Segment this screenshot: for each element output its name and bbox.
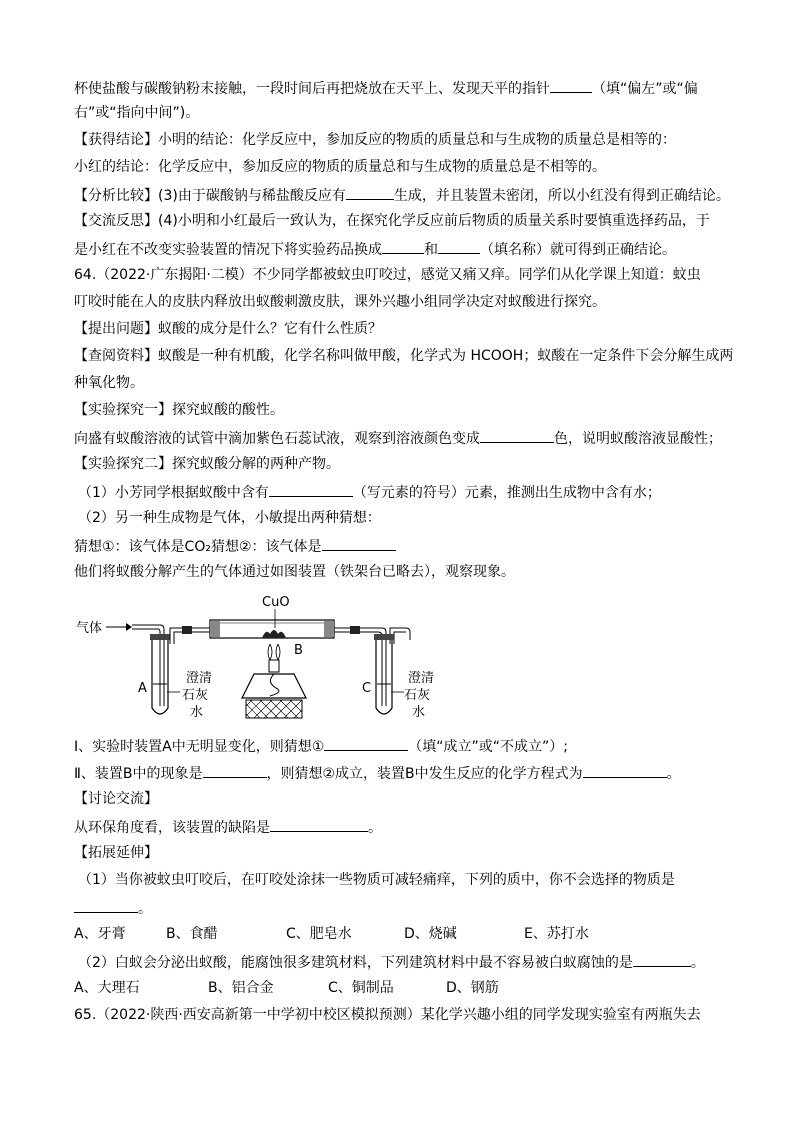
solution-c-text: 石灰: [404, 688, 431, 703]
answer-blank[interactable]: [438, 239, 480, 254]
answer-blank[interactable]: [382, 239, 424, 254]
label-c: C: [362, 681, 372, 696]
q64-extension-1-answer: [74, 898, 152, 918]
cuo-label: CuO: [262, 595, 290, 610]
gas-arrow-head: [126, 623, 132, 631]
q64-experiment-1-text: [74, 428, 722, 448]
text: （填名称）就可得到正确结论。: [480, 242, 676, 258]
flame: [268, 644, 280, 660]
q64-stem-1: 64.（2022·广东揭阳·二模）不少同学都被蚊虫叮咬过，感觉又痛又痒。同学们从化学课上知道：蚊虫: [74, 267, 701, 283]
q64-extension-2: [78, 952, 705, 972]
answer-blank[interactable]: [633, 952, 691, 967]
q63-conclusion-hong: 小红的结论：化学反应中，参加反应的物质的质量总和与生成物的质量总是不相等的。: [74, 159, 606, 175]
stopper-c: [374, 634, 394, 640]
text: 【分析比较】(3)由于碳酸钠与稀盐酸反应有: [74, 188, 346, 204]
lamp-neck: [269, 660, 279, 672]
option-d[interactable]: D、烧碱: [404, 926, 457, 942]
text: 。: [690, 955, 705, 971]
label-b: B: [294, 643, 303, 658]
option-c[interactable]: C、肥皂水: [286, 926, 352, 942]
q64-question: 【提出问题】蚁酸的成分是什么？它有什么性质？: [74, 321, 382, 337]
q64-figure-intro: 他们将蚁酸分解产生的气体通过如图装置（铁架台已略去），观察现象。: [74, 564, 515, 580]
answer-blank[interactable]: [203, 763, 267, 778]
lamp-base: [246, 700, 302, 718]
q64-experiment-2-title: 【实验探究二】探究蚁酸分解的两种产物。: [74, 456, 340, 472]
option-e[interactable]: E、苏打水: [524, 926, 589, 942]
tube-stopper-right: [324, 621, 334, 637]
text: 。: [666, 766, 681, 782]
answer-blank[interactable]: [269, 482, 353, 497]
q63-reflection: 【交流反思】(4)小明和小红最后一致认为，在探究化学反应前后物质的质量关系时要慎重选择药品，于: [74, 213, 710, 229]
text: 向盛有蚁酸溶液的试管中滴加紫色石蕊试液，观察到溶液颜色变成: [74, 431, 480, 447]
gas-label: 气体: [76, 621, 103, 636]
solution-a-text: 澄清: [186, 671, 213, 686]
q64-hypotheses: [74, 536, 396, 556]
apparatus-figure: [70, 588, 435, 728]
answer-blank[interactable]: [74, 898, 138, 913]
text: （2）白蚁会分泌出蚁酸，能腐蚀很多建筑材料，下列建筑材料中最不容易被白蚁腐蚀的是: [78, 955, 633, 971]
q64-exp2-part2: （2）另一种生成物是气体，小敏提出两种猜想：: [78, 510, 381, 526]
text: 生成，并且装置未密闭，所以小红没有得到正确结论。: [393, 188, 730, 204]
text: （填“偏左”或“偏: [592, 81, 698, 97]
q64-extension-title: 【拓展延伸】: [74, 845, 158, 861]
text: 色，说明蚁酸溶液显酸性；: [554, 431, 722, 447]
label-a: A: [138, 681, 147, 696]
q64-discussion: [74, 817, 382, 837]
text: （写元素的符号）元素，推测出生成物中含有水；: [352, 485, 661, 501]
q63-line-2: 右”或“指向中间”)。: [74, 105, 200, 121]
answer-blank[interactable]: [480, 428, 554, 443]
text: ，则猜想②成立，装置B中发生反应的化学方程式为: [266, 766, 583, 782]
answer-blank[interactable]: [270, 817, 368, 832]
q64-reference-1: 【查阅资料】蚁酸是一种有机酸，化学名称叫做甲酸，化学式为 HCOOH；蚁酸在一定条件下会分解生成两: [74, 348, 734, 364]
q64-result-2: [74, 763, 681, 783]
text: 猜想①：该气体是CO₂猜想②：该气体是: [74, 539, 322, 555]
q63-reflection-2: [74, 239, 676, 259]
solution-a-text: 水: [190, 705, 204, 720]
answer-blank[interactable]: [324, 736, 408, 751]
text: （1）小芳同学根据蚁酸中含有: [78, 485, 269, 501]
q65-stem-1: 65.（2022·陕西·西安高新第一中学初中校区模拟预测）某化学兴趣小组的同学发现实验室有两瓶失去: [74, 1007, 701, 1023]
option-b[interactable]: B、铝合金: [208, 980, 274, 996]
answer-blank[interactable]: [322, 536, 396, 551]
rubber-joint-left: [182, 626, 192, 634]
option-d[interactable]: D、钢筋: [446, 980, 499, 996]
answer-blank[interactable]: [583, 763, 667, 778]
q64-result-1: [74, 736, 568, 756]
tube-stopper-left: [210, 621, 220, 637]
q64-extension-1: （1）当你被蚊虫叮咬后，在叮咬处涂抹一些物质可减轻痛痒，下列的质中，你不会选择的物质是: [78, 872, 675, 888]
test-tube-c: [376, 638, 392, 714]
text: 和: [424, 242, 438, 258]
q63-line-1: [74, 78, 698, 98]
text: （填“成立”或“不成立”）;: [408, 739, 568, 755]
text: 。: [138, 901, 152, 917]
q63-conclusion-ming: 【获得结论】小明的结论：化学反应中，参加反应的物质的质量总和与生成物的质量总是相等的：: [74, 132, 676, 148]
rubber-joint-right: [350, 626, 360, 634]
text: Ⅱ、装置B中的现象是: [74, 766, 203, 782]
q64-stem-2: 叮咬时能在人的皮肤内释放出蚁酸刺激皮肤，课外兴趣小组同学决定对蚁酸进行探究。: [74, 294, 606, 310]
solution-c-text: 水: [412, 705, 426, 720]
text: 从环保角度看，该装置的缺陷是: [74, 820, 270, 836]
option-a[interactable]: A、牙膏: [74, 926, 126, 942]
option-a[interactable]: A、大理石: [74, 980, 140, 996]
stopper-a: [150, 634, 170, 640]
q64-reference-2: 种氧化物。: [74, 375, 144, 391]
q64-exp2-part1: [78, 482, 661, 502]
solution-a-text: 石灰: [182, 688, 209, 703]
text: 杯使盐酸与碳酸钠粉末接触，一段时间后再把烧放在天平上、发现天平的指针: [74, 81, 550, 97]
option-c[interactable]: C、铜制品: [328, 980, 394, 996]
text: 是小红在不改变实验装置的情况下将实验药品换成: [74, 242, 382, 258]
q64-discussion-title: 【讨论交流】: [74, 791, 158, 807]
q63-analysis: [74, 185, 730, 205]
answer-blank[interactable]: [346, 185, 394, 200]
q64-experiment-1-title: 【实验探究一】探究蚁酸的酸性。: [74, 402, 284, 418]
option-b[interactable]: B、食醋: [166, 926, 218, 942]
answer-blank[interactable]: [550, 78, 592, 93]
text: Ⅰ、实验时装置A中无明显变化，则猜想①: [74, 739, 325, 755]
solution-c-text: 澄清: [408, 671, 435, 686]
text: 。: [368, 820, 382, 836]
